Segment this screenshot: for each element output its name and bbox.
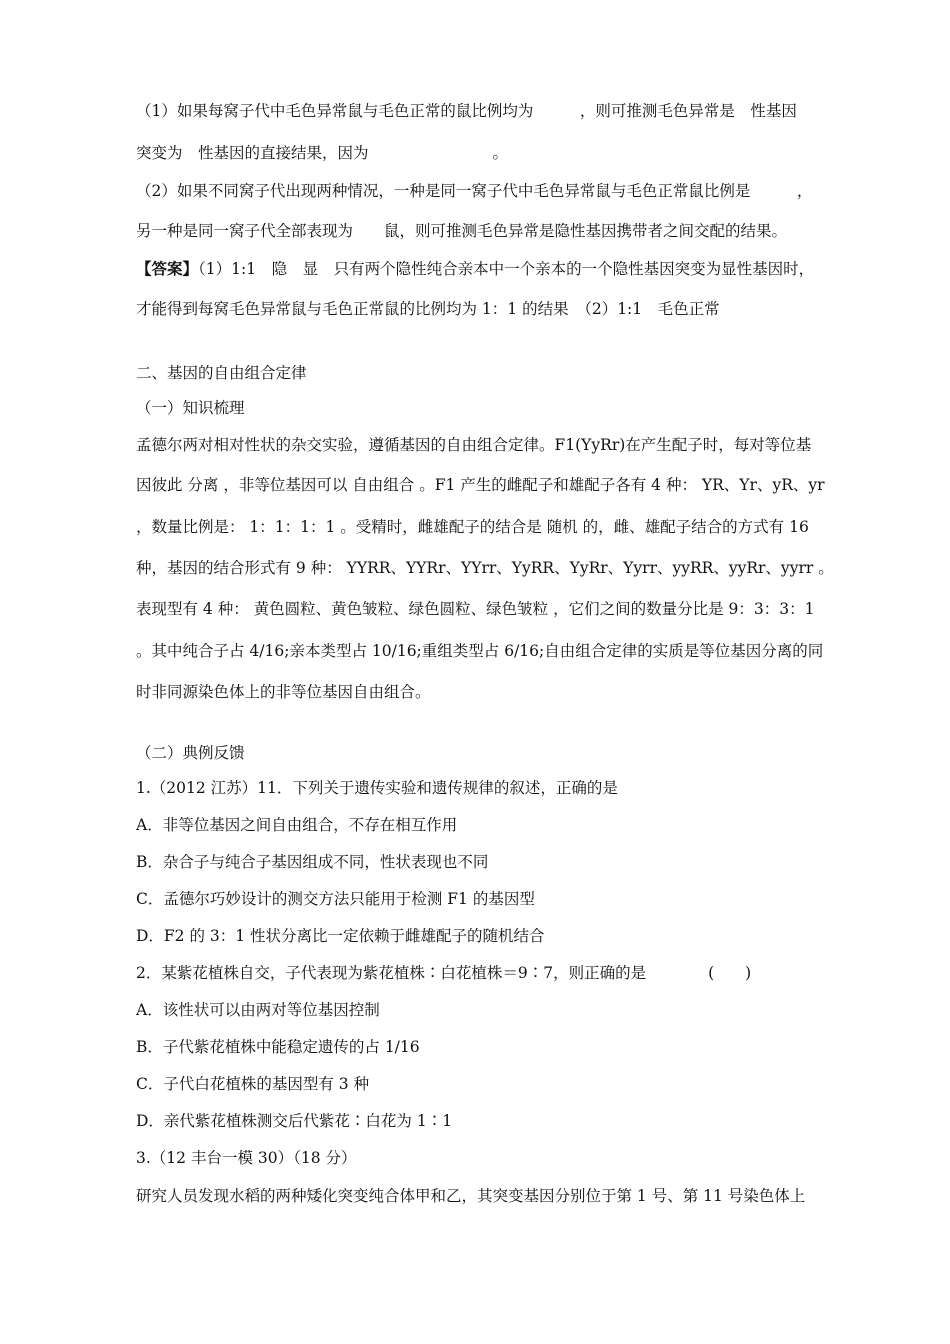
text-line: 孟德尔两对相对性状的杂交实验，遵循基因的自由组合定律。F1(YyRr)在产生配子时，每对等位基: [136, 436, 812, 454]
answer-text: （1）1:1 隐 显 只有两个隐性纯合亲本中一个亲本的一个隐性基因突变为显性基因时，: [198, 260, 815, 278]
subsection-heading: （二）典例反馈: [136, 744, 245, 762]
answer-line: [136, 258, 860, 280]
question-stem: 2．某紫花植株自交，子代表现为紫花植株∶白花植株＝9∶7，则正确的是 ( ): [136, 964, 752, 982]
option-line: A．非等位基因之间自由组合，不存在相互作用: [136, 816, 458, 834]
text-line: 才能得到每窝毛色异常鼠与毛色正常鼠的比例均为 1：1 的结果 （2）1:1 毛色正常: [136, 300, 720, 318]
option-line: B．杂合子与纯合子基因组成不同，性状表现也不同: [136, 853, 489, 871]
option-line: B．子代紫花植株中能稳定遗传的占 1/16: [136, 1038, 420, 1056]
text-line: （2）如果不同窝子代出现两种情况，一种是同一窝子代中毛色异常鼠与毛色正常鼠比例是 ，: [136, 182, 813, 200]
option-line: A．该性状可以由两对等位基因控制: [136, 1001, 380, 1019]
text-line: 。其中纯合子占 4/16;亲本类型占 10/16;重组类型占 6/16;自由组合定律的实质是等位基因分离的同: [136, 642, 824, 660]
text-line: 研究人员发现水稻的两种矮化突变纯合体甲和乙，其突变基因分别位于第 1 号、第 11 号染色体上: [136, 1187, 806, 1205]
answer-label: 【答案】: [136, 259, 199, 278]
text-line: 时非同源染色体上的非等位基因自由组合。: [136, 683, 431, 701]
option-line: C．子代白花植株的基因型有 3 种: [136, 1075, 370, 1093]
option-line: D．亲代紫花植株测交后代紫花∶白花为 1∶1: [136, 1112, 453, 1130]
option-line: C．孟德尔巧妙设计的测交方法只能用于检测 F1 的基因型: [136, 890, 535, 908]
text-line: （1）如果每窝子代中毛色异常鼠与毛色正常的鼠比例均为 ，则可推测毛色异常是 性基因: [136, 102, 797, 120]
text-line: 突变为 性基因的直接结果，因为 。: [136, 144, 509, 162]
text-line: 因彼此 分离 ，非等位基因可以 自由组合 。F1 产生的雌配子和雄配子各有 4 种： YR、Yr、yR、yr: [136, 476, 825, 494]
question-stem: 1.（2012 江苏）11．下列关于遗传实验和遗传规律的叙述，正确的是: [136, 779, 618, 797]
question-stem: 3.（12 丰台一模 30）（18 分）: [136, 1149, 357, 1167]
text-line: 种，基因的结合形式有 9 种： YYRR、YYRr、YYrr、YyRR、YyRr、Yyrr、yyRR、yyRr、yyrr 。: [136, 559, 834, 577]
text-line: 另一种是同一窝子代全部表现为 鼠，则可推测毛色异常是隐性基因携带者之间交配的结果。: [136, 222, 788, 240]
option-line: D．F2 的 3：1 性状分离比一定依赖于雌雄配子的随机结合: [136, 927, 545, 945]
text-line: ，数量比例是： 1：1：1：1 。受精时，雌雄配子的结合是 随机 的，雌、雄配子结合的方式有 16: [136, 518, 809, 536]
text-line: 表现型有 4 种： 黄色圆粒、黄色皱粒、绿色圆粒、绿色皱粒 ，它们之间的数量分比是 9：3：3：1: [136, 600, 815, 618]
section-heading: 二、基因的自由组合定律: [136, 364, 307, 382]
subsection-heading: （一）知识梳理: [136, 399, 245, 417]
